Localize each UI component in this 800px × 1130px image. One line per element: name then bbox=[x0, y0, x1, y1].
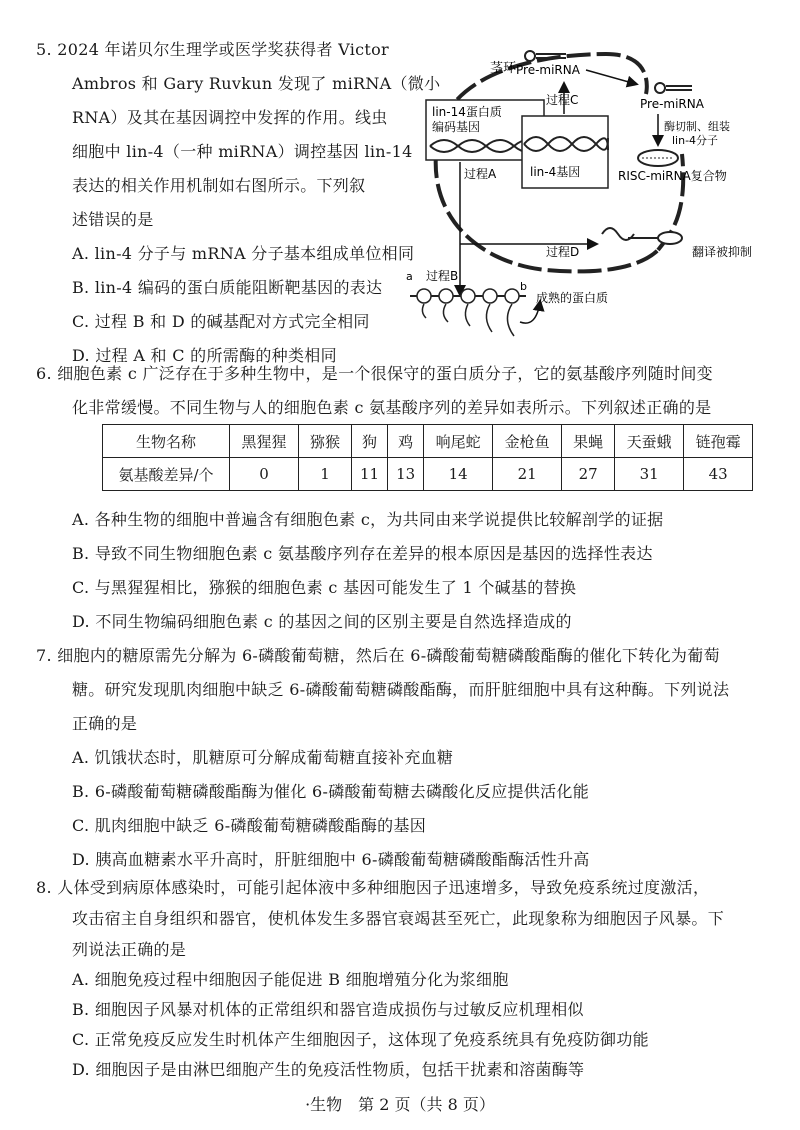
q7-option-d: D. 胰高血糖素水平升高时，肝脏细胞中 6-磷酸葡萄糖磷酸酯酶活性升高 bbox=[72, 850, 590, 869]
cut-label-2: lin-4分子 bbox=[672, 134, 719, 147]
process-b-label: 过程B bbox=[426, 269, 459, 283]
table-cell: 14 bbox=[424, 458, 493, 491]
q6-line: 化非常缓慢。不同生物与人的细胞色素 c 氨基酸序列的差异如表所示。下列叙述正确的是 bbox=[72, 398, 712, 417]
table-cell: 果蝇 bbox=[562, 425, 615, 458]
table-cell: 氨基酸差异/个 bbox=[103, 458, 230, 491]
risc-complex-icon bbox=[638, 150, 678, 166]
table-cell: 13 bbox=[388, 458, 424, 491]
stem-loop-label: 茎环 bbox=[490, 61, 517, 76]
label-a: a bbox=[406, 270, 413, 283]
q5-option-d: D. 过程 A 和 C 的所需酶的种类相同 bbox=[72, 346, 337, 365]
q8-option-c: C. 正常免疫反应发生时机体产生细胞因子，这体现了免疫系统具有免疫防御功能 bbox=[72, 1030, 649, 1049]
process-a-label: 过程A bbox=[464, 167, 497, 181]
q5-option-a: A. lin-4 分子与 mRNA 分子基本组成单位相同 bbox=[72, 244, 415, 263]
table-header-row bbox=[103, 425, 753, 458]
q8-line: 攻击宿主自身组织和器官，使机体发生多器官衰竭甚至死亡，此现象称为细胞因子风暴。下 bbox=[72, 909, 725, 928]
q7-option-c: C. 肌肉细胞中缺乏 6-磷酸葡萄糖磷酸酯酶的基因 bbox=[72, 816, 427, 835]
lin4-label: lin-4基因 bbox=[530, 165, 581, 179]
q5-line: 细胞中 lin-4（一种 miRNA）调控基因 lin-14 bbox=[72, 142, 413, 161]
table-cell: 0 bbox=[230, 458, 299, 491]
mirna-mechanism-diagram bbox=[396, 34, 796, 354]
q6-option-b: B. 导致不同生物细胞色素 c 氨基酸序列存在差异的根本原因是基因的选择性表达 bbox=[72, 544, 653, 563]
cytochrome-c-table bbox=[102, 424, 753, 491]
table-cell: 链孢霉 bbox=[684, 425, 753, 458]
process-c-label: 过程C bbox=[546, 93, 579, 107]
q5-option-b: B. lin-4 编码的蛋白质能阻断靶基因的表达 bbox=[72, 278, 383, 297]
table-cell: 金枪鱼 bbox=[493, 425, 562, 458]
page-footer: ·生物 第 2 页（共 8 页） bbox=[305, 1095, 495, 1114]
q5-line: 述错误的是 bbox=[72, 210, 154, 229]
table-cell: 43 bbox=[684, 458, 753, 491]
table-cell: 31 bbox=[615, 458, 684, 491]
table-cell: 11 bbox=[352, 458, 388, 491]
table-cell: 21 bbox=[493, 458, 562, 491]
pre-mirna-label-1: Pre-miRNA bbox=[516, 63, 580, 77]
q6-option-d: D. 不同生物编码细胞色素 c 的基因之间的区别主要是自然选择造成的 bbox=[72, 612, 572, 631]
table-cell: 天蚕蛾 bbox=[615, 425, 684, 458]
table-cell: 猕猴 bbox=[299, 425, 352, 458]
table-cell: 黑猩猩 bbox=[230, 425, 299, 458]
q6-option-c: C. 与黑猩猩相比，猕猴的细胞色素 c 基因可能发生了 1 个碱基的替换 bbox=[72, 578, 577, 597]
pre-mirna-label-2: Pre-miRNA bbox=[640, 97, 704, 111]
q8-line: 8. 人体受到病原体感染时，可能引起体液中多种细胞因子迅速增多，导致免疫系统过度激活， bbox=[36, 878, 710, 897]
q5-line: Ambros 和 Gary Ruvkun 发现了 miRNA（微小 bbox=[72, 74, 441, 93]
q8-option-b: B. 细胞因子风暴对机体的正常组织和器官造成损伤与过敏反应机理相似 bbox=[72, 1000, 584, 1019]
pre-mirna-hairpin-icon bbox=[655, 83, 692, 93]
polypeptide-chains-icon bbox=[422, 304, 514, 336]
mature-protein-label: 成熟的蛋白质 bbox=[536, 291, 609, 305]
table-cell: 鸡 bbox=[388, 425, 424, 458]
q8-line: 列说法正确的是 bbox=[72, 940, 187, 959]
q5-option-c: C. 过程 B 和 D 的碱基配对方式完全相同 bbox=[72, 312, 370, 331]
q8-option-d: D. 细胞因子是由淋巴细胞产生的免疫活性物质，包括干扰素和溶菌酶等 bbox=[72, 1060, 585, 1079]
risc-label: RISC-miRNA复合物 bbox=[618, 169, 727, 183]
table-row bbox=[103, 458, 753, 491]
table-cell: 27 bbox=[562, 458, 615, 491]
table-cell: 生物名称 bbox=[103, 425, 230, 458]
table-cell: 狗 bbox=[352, 425, 388, 458]
table-cell: 响尾蛇 bbox=[424, 425, 493, 458]
q8-option-a: A. 细胞免疫过程中细胞因子能促进 B 细胞增殖分化为浆细胞 bbox=[72, 970, 509, 989]
q6-line: 6. 细胞色素 c 广泛存在于多种生物中，是一个很保守的蛋白质分子，它的氨基酸序列随时间变 bbox=[36, 364, 713, 383]
cut-label-1: 酶切制、组装 bbox=[664, 120, 730, 133]
q7-line: 正确的是 bbox=[72, 714, 138, 733]
q7-option-b: B. 6-磷酸葡萄糖磷酸酯酶为催化 6-磷酸葡萄糖去磷酸化反应提供活化能 bbox=[72, 782, 589, 801]
q7-line: 糖。研究发现肌肉细胞中缺乏 6-磷酸葡萄糖磷酸酯酶，而肝脏细胞中具有这种酶。下列说法 bbox=[72, 680, 730, 699]
q5-line: 5. 2024 年诺贝尔生理学或医学奖获得者 Victor bbox=[36, 40, 390, 59]
lin14-label-2: 编码基因 bbox=[432, 120, 481, 134]
q6-option-a: A. 各种生物的细胞中普遍含有细胞色素 c，为共同由来学说提供比较解剖学的证据 bbox=[72, 510, 664, 529]
label-b: b bbox=[520, 280, 527, 293]
translation-blocked-label: 翻译被抑制 bbox=[692, 245, 753, 259]
q5-line: 表达的相关作用机制如右图所示。下列叙 bbox=[72, 176, 366, 195]
q7-line: 7. 细胞内的糖原需先分解为 6-磷酸葡萄糖，然后在 6-磷酸葡萄糖磷酸酯酶的催化下转化为葡萄 bbox=[36, 646, 720, 665]
process-d-label: 过程D bbox=[546, 245, 580, 259]
q7-option-a: A. 饥饿状态时，肌糖原可分解成葡萄糖直接补充血糖 bbox=[72, 748, 454, 767]
lin14-label-1: lin-14蛋白质 bbox=[432, 105, 502, 119]
q5-line: RNA）及其在基因调控中发挥的作用。线虫 bbox=[72, 108, 388, 127]
table-cell: 1 bbox=[299, 458, 352, 491]
